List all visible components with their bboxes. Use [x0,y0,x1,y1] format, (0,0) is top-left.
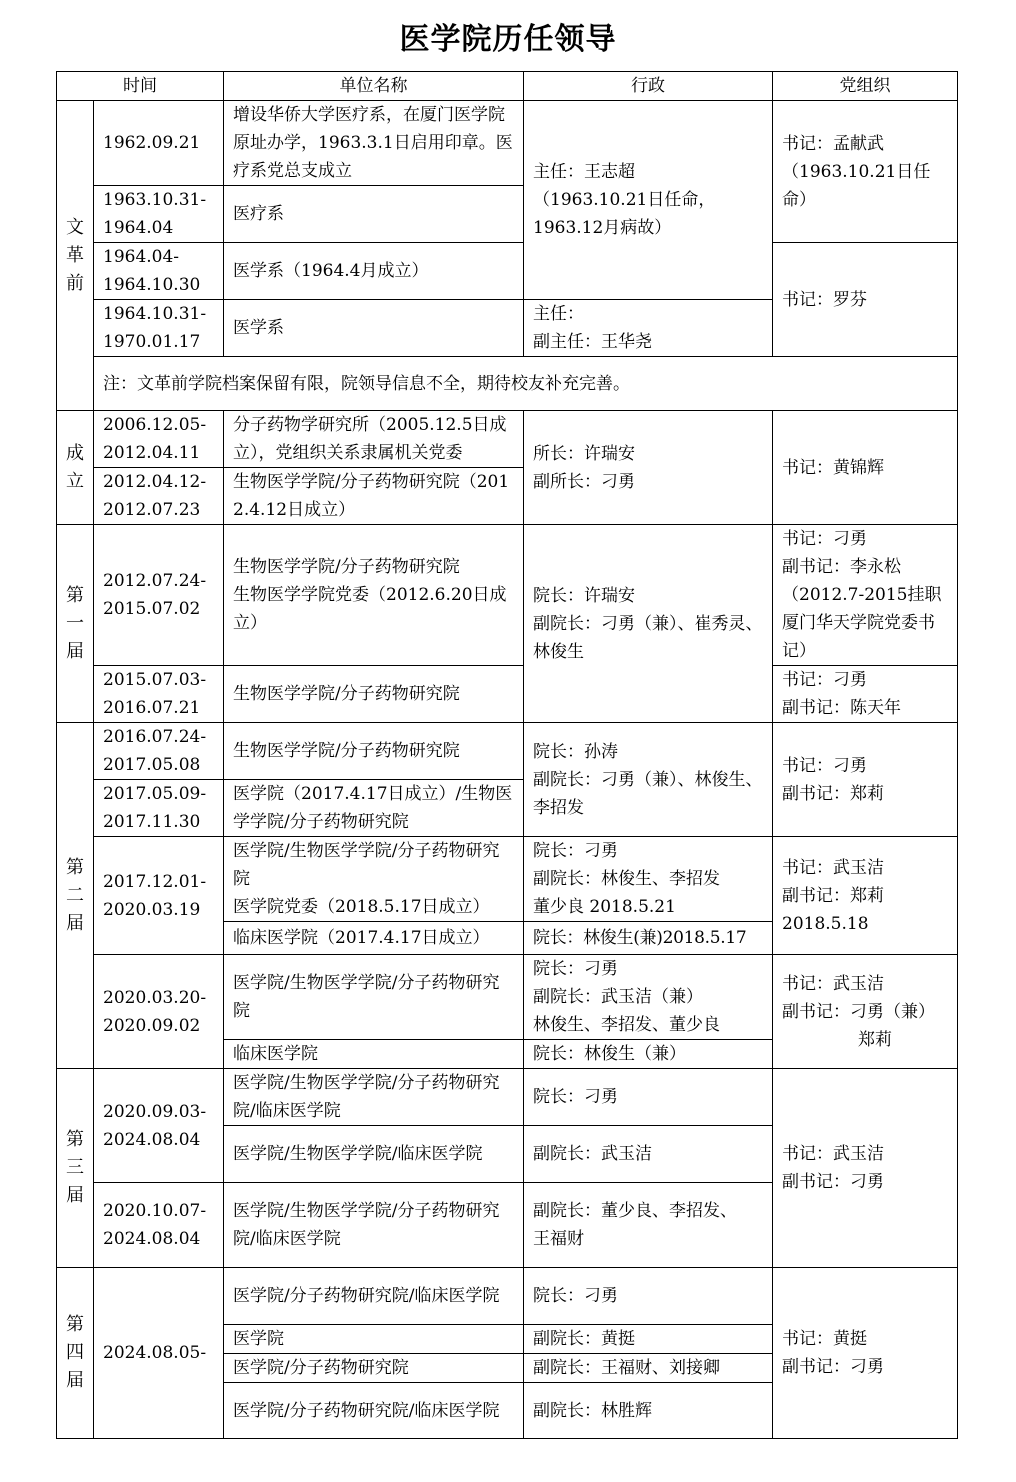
unit-cell: 生物医学学院/分子药物研究院 [224,666,524,723]
party-cell: 书记：罗芬 [773,243,958,357]
header-party: 党组织 [773,72,958,101]
time-cell: 2015.07.03- 2016.07.21 [94,666,224,723]
admin-cell: 副院长：林胜辉 [524,1383,773,1439]
party-cell: 书记：武玉洁 副书记：郑莉 2018.5.18 [773,837,958,955]
time-cell: 2017.05.09- 2017.11.30 [94,780,224,837]
party-cell: 书记：刁勇 副书记：李永松 （2012.7-2015挂职厦门华天学院党委书记） [773,525,958,666]
party-cell: 书记：黄挺 副书记：刁勇 [773,1268,958,1439]
header-time: 时间 [57,72,224,101]
leaders-table [56,71,958,1439]
time-cell: 2020.09.03- 2024.08.04 [94,1069,224,1183]
admin-cell: 院长：刁勇 [524,1268,773,1325]
time-cell: 1962.09.21 [94,101,224,186]
table-row [57,955,958,1040]
era-label-third: 第 三 届 [57,1069,94,1268]
unit-cell: 生物医学学院/分子药物研究院 生物医学学院党委（2012.6.20日成立） [224,525,524,666]
table-row [57,411,958,468]
table-row [57,1268,958,1325]
admin-cell: 所长：许瑞安 副所长：刁勇 [524,411,773,525]
header-admin: 行政 [524,72,773,101]
note-cell: 注：文革前学院档案保留有限，院领导信息不全，期待校友补充完善。 [94,357,958,411]
unit-cell: 医学院/生物医学学院/分子药物研究院/临床医学院 [224,1069,524,1126]
time-cell: 2017.12.01- 2020.03.19 [94,837,224,955]
unit-cell: 医学系（1964.4月成立） [224,243,524,300]
admin-cell: 院长：林俊生（兼） [524,1040,773,1069]
time-cell: 1964.10.31- 1970.01.17 [94,300,224,357]
era-label-fourth: 第 四 届 [57,1268,94,1439]
time-cell: 2020.10.07- 2024.08.04 [94,1183,224,1268]
era-label-found: 成 立 [57,411,94,525]
party-cell: 书记：武玉洁 副书记：刁勇（兼） 郑莉 [773,955,958,1069]
time-cell: 2016.07.24- 2017.05.08 [94,723,224,780]
time-cell: 2006.12.05- 2012.04.11 [94,411,224,468]
unit-cell: 生物医学学院/分子药物研究院（2012.4.12日成立） [224,468,524,525]
unit-cell: 临床医学院（2017.4.17日成立） [224,922,524,955]
table-row [57,525,958,666]
admin-cell: 副院长：武玉洁 [524,1126,773,1183]
admin-cell: 主任：王志超 （1963.10.21日任命， 1963.12月病故） [524,101,773,300]
table-row [57,723,958,780]
header-unit: 单位名称 [224,72,524,101]
table-row [57,666,958,723]
time-cell: 2024.08.05- [94,1268,224,1439]
admin-cell: 院长：孙涛 副院长：刁勇（兼）、林俊生、 李招发 [524,723,773,837]
era-label-pre: 文 革 前 [57,101,94,411]
admin-cell: 副院长：董少良、李招发、 王福财 [524,1183,773,1268]
unit-cell: 医疗系 [224,186,524,243]
admin-cell: 主任： 副主任：王华尧 [524,300,773,357]
unit-cell: 医学院/生物医学学院/临床医学院 [224,1126,524,1183]
header-row [57,72,958,101]
admin-cell: 副院长：王福财、刘接卿 [524,1354,773,1383]
admin-cell: 院长：林俊生(兼)2018.5.17 [524,922,773,955]
time-cell: 2012.04.12- 2012.07.23 [94,468,224,525]
admin-cell: 院长：刁勇 [524,1069,773,1126]
unit-cell: 临床医学院 [224,1040,524,1069]
party-cell: 书记：武玉洁 副书记：刁勇 [773,1069,958,1268]
admin-cell: 院长：许瑞安 副院长：刁勇（兼）、崔秀灵、 林俊生 [524,525,773,723]
admin-cell: 院长：刁勇 副院长：林俊生、李招发 董少良 2018.5.21 [524,837,773,922]
unit-cell: 增设华侨大学医疗系，在厦门医学院原址办学，1963.3.1日启用印章。医疗系党总支成立 [224,101,524,186]
party-cell: 书记：刁勇 副书记：陈天年 [773,666,958,723]
unit-cell: 生物医学学院/分子药物研究院 [224,723,524,780]
time-cell: 2012.07.24- 2015.07.02 [94,525,224,666]
unit-cell: 医学院/分子药物研究院/临床医学院 [224,1268,524,1325]
table-row [57,243,958,300]
era-label-first: 第 一 届 [57,525,94,723]
unit-cell: 医学院/生物医学学院/分子药物研究院 医学院党委（2018.5.17日成立） [224,837,524,922]
unit-cell: 医学院/生物医学学院/分子药物研究院/临床医学院 [224,1183,524,1268]
admin-cell: 院长：刁勇 副院长：武玉洁（兼） 林俊生、李招发、董少良 [524,955,773,1040]
party-cell: 书记：刁勇 副书记：郑莉 [773,723,958,837]
unit-cell: 医学院/分子药物研究院 [224,1354,524,1383]
party-cell: 书记：孟献武 （1963.10.21日任命） [773,101,958,243]
page-title: 医学院历任领导 [399,22,617,57]
table-row [57,101,958,186]
time-cell: 1964.04- 1964.10.30 [94,243,224,300]
unit-cell: 医学院（2017.4.17日成立）/生物医学学院/分子药物研究院 [224,780,524,837]
time-cell: 1963.10.31- 1964.04 [94,186,224,243]
era-label-second: 第 二 届 [57,723,94,1069]
unit-cell: 医学系 [224,300,524,357]
unit-cell: 医学院 [224,1325,524,1354]
table-row [57,1069,958,1126]
party-cell: 书记：黄锦辉 [773,411,958,525]
time-cell: 2020.03.20- 2020.09.02 [94,955,224,1069]
table-row [57,837,958,922]
admin-cell: 副院长：黄挺 [524,1325,773,1354]
table-row [57,357,958,411]
unit-cell: 分子药物学研究所（2005.12.5日成立），党组织关系隶属机关党委 [224,411,524,468]
unit-cell: 医学院/分子药物研究院/临床医学院 [224,1383,524,1439]
unit-cell: 医学院/生物医学学院/分子药物研究院 [224,955,524,1040]
